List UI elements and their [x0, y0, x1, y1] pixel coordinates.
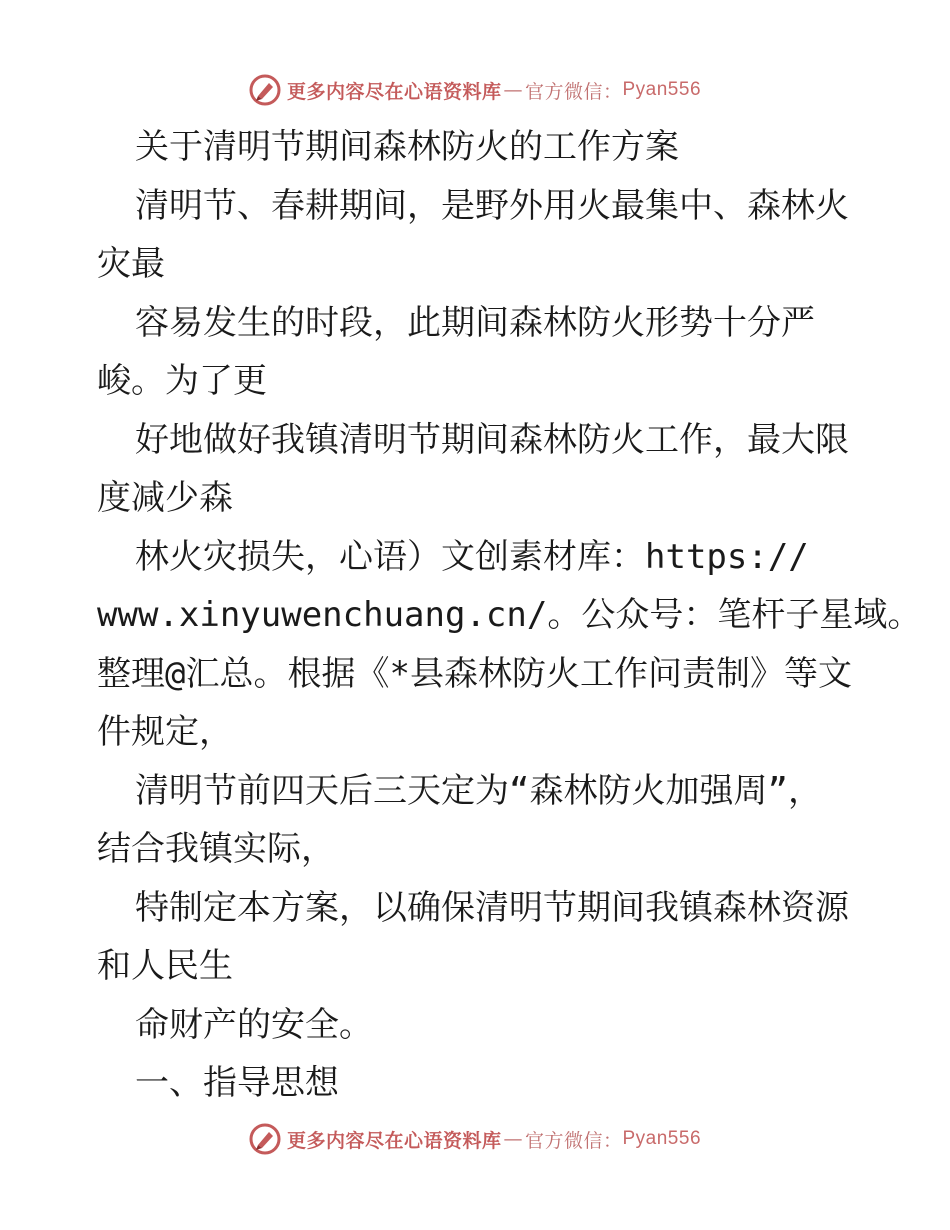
watermark-banner-bottom	[0, 1119, 950, 1159]
watermark-site-text: 更多内容尽在心语资料库	[286, 80, 502, 103]
watermark-dash: —	[503, 79, 523, 101]
watermark-wechat-label: 官方微信：	[524, 1129, 623, 1152]
watermark-wechat-id: Pyan556	[622, 1128, 702, 1149]
body-line: 结合我镇实际，	[97, 829, 335, 869]
section-heading: 一、指导思想	[135, 1063, 339, 1103]
watermark-wechat-label: 官方微信：	[524, 80, 623, 103]
body-line: 灾最	[97, 244, 165, 284]
pen-logo-icon	[249, 1123, 281, 1155]
watermark-site-text: 更多内容尽在心语资料库	[286, 1129, 502, 1152]
watermark-banner-top	[0, 70, 950, 110]
body-line: 容易发生的时段，此期间森林防火形势十分严	[135, 302, 815, 343]
document-body	[97, 118, 922, 1113]
body-line: 命财产的安全。	[135, 1004, 373, 1045]
body-line: 清明节前四天后三天定为“森林防火加强周”，	[135, 770, 822, 811]
body-line: 度减少森	[97, 478, 233, 518]
body-line: 和人民生	[97, 946, 233, 986]
body-line: 清明节、春耕期间，是野外用火最集中、森林火	[135, 185, 849, 226]
body-line: www.xinyuwenchuang.cn/。公众号：笔杆子星域。	[97, 595, 922, 635]
pen-logo-icon	[249, 74, 281, 106]
body-line: 件规定，	[97, 712, 233, 752]
document-title: 关于清明节期间森林防火的工作方案	[135, 127, 679, 167]
body-line: 林火灾损失，心语）文创素材库：https://	[135, 536, 809, 577]
watermark-dash: —	[503, 1128, 523, 1150]
body-line: 整理@汇总。根据《*县森林防火工作问责制》等文	[97, 653, 852, 694]
body-line: 特制定本方案，以确保清明节期间我镇森林资源	[135, 887, 849, 928]
body-line: 峻。为了更	[97, 361, 267, 401]
body-line: 好地做好我镇清明节期间森林防火工作，最大限	[135, 419, 849, 460]
watermark-wechat-id: Pyan556	[622, 79, 702, 100]
